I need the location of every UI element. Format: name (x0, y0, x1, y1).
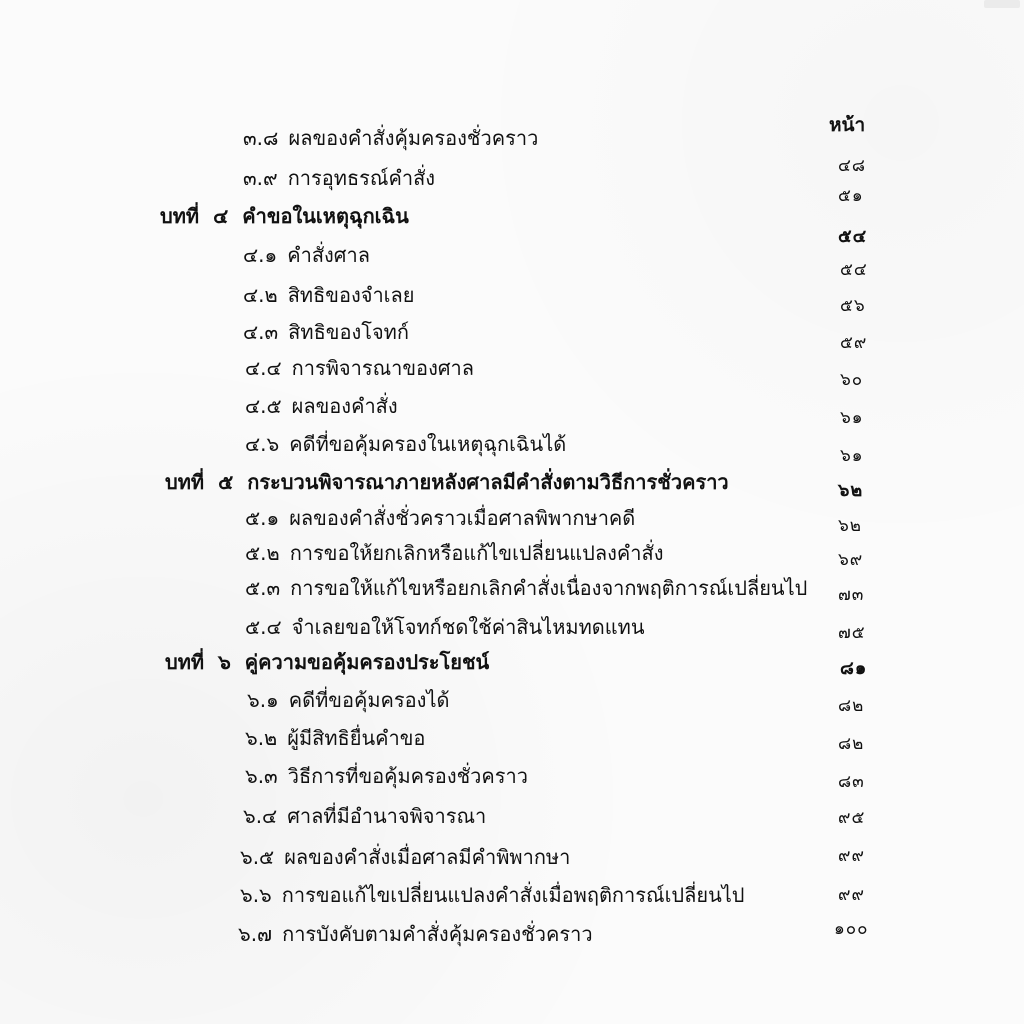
section-number: ๖.๓ (245, 764, 278, 788)
page-number: ๑๐๐ (834, 919, 869, 939)
scan-corner-mark (984, 0, 1020, 8)
section-number: ๖.๗ (238, 922, 273, 946)
section-number: ๖.๔ (243, 804, 278, 828)
section-title: สิทธิของจำเลย (287, 283, 415, 307)
section-title: ผลของคำสั่ง (291, 394, 398, 418)
section-number: ๔.๓ (243, 320, 279, 344)
page-number: ๖๙ (838, 550, 864, 570)
chapter-prefix: บทที่ (165, 470, 205, 494)
section-title: ผลของคำสั่งเมื่อศาลมีคำพิพากษา (284, 845, 571, 869)
section-title: คดีที่ขอคุ้มครองในเหตุฉุกเฉินได้ (289, 432, 567, 456)
toc-section-entry (245, 434, 566, 454)
page-number: ๘๑ (840, 658, 868, 679)
section-title: วิธีการที่ขอคุ้มครองชั่วคราว (287, 764, 528, 788)
chapter-prefix: บทที่ (160, 204, 200, 228)
page-column-header: หน้า (829, 114, 866, 136)
section-number: ๕.๓ (245, 576, 281, 600)
toc-chapter-entry (165, 652, 489, 672)
section-title: คำสั่งศาล (287, 243, 370, 267)
chapter-number: ๖ (218, 650, 231, 674)
toc-section-entry (243, 128, 538, 148)
section-title: ผลของคำสั่งคุ้มครองชั่วคราว (288, 126, 539, 150)
toc-section-entry (245, 358, 474, 378)
section-number: ๔.๔ (245, 356, 282, 380)
toc-section-entry (243, 168, 435, 188)
page-number: ๕๑ (838, 186, 864, 206)
page-number: ๖๑ (840, 408, 864, 428)
page-number: ๕๖ (840, 296, 866, 316)
chapter-number: ๔ (213, 204, 229, 228)
section-number: ๖.๖ (240, 883, 272, 907)
section-number: ๖.๑ (247, 688, 279, 712)
page-number: ๕๙ (840, 333, 868, 353)
section-title: การอุทธรณ์คำสั่ง (287, 166, 436, 190)
page-number: ๗๕ (838, 623, 866, 643)
toc-section-entry (245, 508, 635, 528)
page-number: ๘๒ (838, 696, 865, 716)
section-title: ผลของคำสั่งชั่วคราวเมื่อศาลพิพากษาคดี (289, 506, 636, 530)
chapter-title: คู่ความขอคุ้มครองประโยชน์ (244, 650, 490, 674)
toc-section-entry (243, 285, 415, 305)
section-number: ๔.๖ (245, 432, 280, 456)
toc-section-entry (245, 543, 663, 563)
toc-section-entry (245, 578, 807, 598)
page-number: ๖๐ (840, 370, 864, 390)
chapter-number: ๕ (218, 470, 234, 494)
section-title: การขอให้แก้ไขหรือยกเลิกคำสั่งเนื่องจากพฤติการณ์เปลี่ยนไป (290, 576, 808, 600)
toc-section-entry (240, 885, 745, 905)
section-number: ๖.๕ (240, 845, 275, 869)
section-number: ๕.๔ (245, 615, 282, 639)
section-title: สิทธิของโจทก์ (288, 320, 409, 344)
toc-section-entry (245, 766, 528, 786)
section-title: การบังคับตามคำสั่งคุ้มครองชั่วคราว (282, 922, 593, 946)
toc-chapter-entry (160, 206, 409, 226)
page-number: ๖๒ (838, 516, 862, 536)
toc-section-entry (240, 847, 570, 867)
page-number: ๙๙ (838, 885, 865, 905)
toc-section-entry (243, 245, 370, 265)
toc-chapter-entry (165, 472, 729, 492)
page-number: ๔๘ (838, 156, 866, 176)
section-number: ๔.๒ (243, 283, 278, 307)
chapter-title: คำขอในเหตุฉุกเฉิน (242, 204, 409, 228)
chapter-prefix: บทที่ (165, 650, 205, 674)
section-title: การขอให้ยกเลิกหรือแก้ไขเปลี่ยนแปลงคำสั่ง (289, 541, 664, 565)
toc-section-entry (245, 396, 398, 416)
section-title: ศาลที่มีอำนาจพิจารณา (287, 804, 487, 828)
toc-section-entry (245, 728, 425, 748)
page-number: ๕๔ (840, 260, 868, 280)
toc-section-entry (243, 806, 486, 826)
page-number: ๕๔ (838, 226, 868, 247)
section-title: คดีที่ขอคุ้มครองได้ (288, 688, 450, 712)
page-number: ๖๑ (840, 446, 864, 466)
section-number: ๔.๕ (245, 394, 282, 418)
toc-section-entry (243, 322, 409, 342)
toc-section-entry (247, 690, 450, 710)
page-number: ๗๓ (838, 585, 865, 605)
page-number: ๙๕ (838, 808, 866, 828)
section-number: ๓.๘ (243, 126, 279, 150)
page-number: ๘๓ (838, 772, 865, 792)
page-number: ๖๒ (838, 480, 864, 501)
page-number: ๘๒ (838, 734, 865, 754)
section-title: การขอแก้ไขเปลี่ยนแปลงคำสั่งเมื่อพฤติการณ์เปลี่ยนไป (281, 883, 745, 907)
section-number: ๓.๙ (243, 166, 278, 190)
section-number: ๖.๒ (245, 726, 278, 750)
chapter-title: กระบวนพิจารณาภายหลังศาลมีคำสั่งตามวิธีการชั่วคราว (247, 470, 729, 494)
section-number: ๔.๑ (243, 243, 278, 267)
toc-section-entry (238, 924, 593, 944)
section-title: ผู้มีสิทธิยื่นคำขอ (287, 726, 426, 750)
section-number: ๕.๒ (245, 541, 280, 565)
page-number: ๙๙ (838, 846, 865, 866)
section-title: การพิจารณาของศาล (291, 356, 475, 380)
section-title: จำเลยขอให้โจทก์ชดใช้ค่าสินไหมทดแทน (291, 615, 645, 639)
section-number: ๕.๑ (245, 506, 280, 530)
toc-section-entry (245, 617, 645, 637)
